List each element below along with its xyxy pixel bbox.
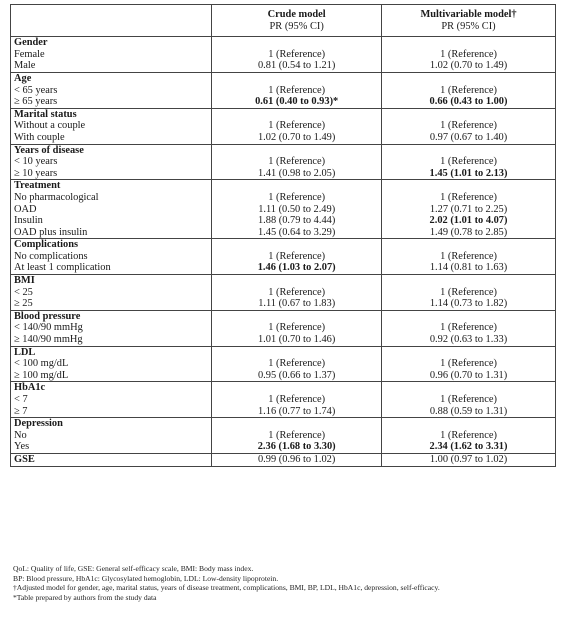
crude-pr-value: 1 (Reference) xyxy=(212,394,382,406)
table-row xyxy=(11,441,556,453)
section-title: Treatment xyxy=(11,180,212,192)
header-multi xyxy=(382,5,556,37)
row-label: ≥ 7 xyxy=(14,405,28,417)
section-multi-empty xyxy=(382,37,556,49)
section-title: Blood pressure xyxy=(11,310,212,322)
crude-pr-value: 2.36 (1.68 to 3.30) xyxy=(212,441,382,453)
crude-pr-value: 1.01 (0.70 to 1.46) xyxy=(212,334,382,346)
multivariable-pr-value: 2.02 (1.01 to 4.07) xyxy=(382,215,556,227)
crude-pr-value: 1.46 (1.03 to 2.07) xyxy=(212,262,382,274)
section-header-row xyxy=(11,37,556,49)
crude-model-title: Crude model xyxy=(267,9,326,20)
crude-pr-value: 1 (Reference) xyxy=(212,192,382,204)
section-title: LDL xyxy=(11,346,212,358)
row-label: No complications xyxy=(14,250,88,262)
section-crude-empty xyxy=(212,144,382,156)
multivariable-pr-value: 1 (Reference) xyxy=(382,49,556,61)
multivariable-pr-value: 1.45 (1.01 to 2.13) xyxy=(382,168,556,180)
row-label: At least 1 complication xyxy=(14,262,111,274)
crude-pr-value: 0.81 (0.54 to 1.21) xyxy=(212,60,382,72)
multivariable-pr-value: 1 (Reference) xyxy=(382,287,556,299)
table-row xyxy=(11,227,556,239)
section-header-row xyxy=(11,418,556,430)
gse-crude-value: 0.99 (0.96 to 1.02) xyxy=(212,453,382,466)
table-row xyxy=(11,370,556,382)
section-header-row xyxy=(11,310,556,322)
multivariable-pr-value: 0.97 (0.67 to 1.40) xyxy=(382,132,556,144)
section-header-row xyxy=(11,239,556,251)
crude-pr-value: 1 (Reference) xyxy=(212,322,382,334)
section-crude-empty xyxy=(212,346,382,358)
row-label: < 7 xyxy=(14,394,28,405)
table-row xyxy=(11,49,556,61)
section-crude-empty xyxy=(212,418,382,430)
multivariable-pr-value: 1.49 (0.78 to 2.85) xyxy=(382,227,556,239)
table-row xyxy=(11,120,556,132)
table-row xyxy=(11,358,556,370)
crude-pr-value: 1.11 (0.67 to 1.83) xyxy=(212,298,382,310)
table-row xyxy=(11,204,556,216)
row-label: ≥ 100 mg/dL xyxy=(14,369,69,381)
table-row xyxy=(11,334,556,346)
row-label: < 100 mg/dL xyxy=(14,358,69,370)
section-crude-empty xyxy=(212,72,382,84)
footnote-line: BP: Blood pressure, HbA1c: Glycosylated hemoglobin, LDL: Low-density lipoprotein. xyxy=(13,573,279,583)
section-multi-empty xyxy=(382,275,556,287)
table-row xyxy=(11,132,556,144)
footnote-line: QoL: Quality of life, GSE: General self-efficacy scale, BMI: Body mass index. xyxy=(13,564,254,573)
table-row xyxy=(11,168,556,180)
section-header-row xyxy=(11,144,556,156)
table-row xyxy=(11,96,556,108)
table-row xyxy=(11,251,556,263)
crude-pr-value: 1 (Reference) xyxy=(212,251,382,263)
table-row xyxy=(11,298,556,310)
row-label: No pharmacological xyxy=(14,191,99,203)
table-row xyxy=(11,287,556,299)
section-crude-empty xyxy=(212,37,382,49)
table-row xyxy=(11,85,556,97)
section-crude-empty xyxy=(212,239,382,251)
multivariable-pr-value: 1.27 (0.71 to 2.25) xyxy=(382,204,556,216)
crude-pr-value: 1.16 (0.77 to 1.74) xyxy=(212,406,382,418)
crude-pr-value: 1 (Reference) xyxy=(212,287,382,299)
section-header-row xyxy=(11,72,556,84)
row-label: OAD xyxy=(14,203,37,215)
crude-pr-value: 1.11 (0.50 to 2.49) xyxy=(212,204,382,216)
header-blank-cell xyxy=(11,5,212,37)
multivariable-pr-value: 1.14 (0.81 to 1.63) xyxy=(382,262,556,274)
section-title: Depression xyxy=(11,418,212,430)
multivariable-pr-value: 1 (Reference) xyxy=(382,251,556,263)
multivariable-pr-value: 1 (Reference) xyxy=(382,394,556,406)
crude-model-subtitle: PR (95% CI) xyxy=(269,20,324,32)
multivariable-model-subtitle: PR (95% CI) xyxy=(441,20,496,32)
row-label: ≥ 65 years xyxy=(14,96,58,108)
table-row xyxy=(11,60,556,72)
multivariable-pr-value: 1.14 (0.73 to 1.82) xyxy=(382,298,556,310)
gse-multi-value: 1.00 (0.97 to 1.02) xyxy=(382,453,556,466)
crude-pr-value: 1 (Reference) xyxy=(212,120,382,132)
row-label: < 65 years xyxy=(14,84,58,96)
row-label: Without a couple xyxy=(14,120,86,132)
section-title: Years of disease xyxy=(11,144,212,156)
footnote-line: *Table prepared by authors from the study data xyxy=(13,592,157,602)
section-multi-empty xyxy=(382,108,556,120)
section-title: Marital status xyxy=(11,108,212,120)
section-crude-empty xyxy=(212,275,382,287)
gse-row xyxy=(11,453,556,466)
row-label: < 25 xyxy=(14,286,33,298)
section-crude-empty xyxy=(212,382,382,394)
section-header-row xyxy=(11,180,556,192)
table-row xyxy=(11,406,556,418)
section-multi-empty xyxy=(382,310,556,322)
crude-pr-value: 1 (Reference) xyxy=(212,156,382,168)
table-row xyxy=(11,215,556,227)
multivariable-model-title: Multivariable model† xyxy=(420,9,517,20)
section-crude-empty xyxy=(212,108,382,120)
section-multi-empty xyxy=(382,180,556,192)
crude-pr-value: 1.45 (0.64 to 3.29) xyxy=(212,227,382,239)
section-header-row xyxy=(11,108,556,120)
crude-pr-value: 0.95 (0.66 to 1.37) xyxy=(212,370,382,382)
multivariable-pr-value: 2.34 (1.62 to 3.31) xyxy=(382,441,556,453)
row-label: < 10 years xyxy=(14,156,58,168)
crude-pr-value: 1.41 (0.98 to 2.05) xyxy=(212,168,382,180)
section-multi-empty xyxy=(382,418,556,430)
section-multi-empty xyxy=(382,239,556,251)
section-header-row xyxy=(11,382,556,394)
section-header-row xyxy=(11,275,556,287)
section-header-row xyxy=(11,346,556,358)
section-title: HbA1c xyxy=(11,382,212,394)
row-label: ≥ 25 xyxy=(14,298,33,310)
row-label: No xyxy=(14,429,27,441)
row-label: ≥ 10 years xyxy=(14,167,58,179)
section-title: Complications xyxy=(11,239,212,251)
section-title: Age xyxy=(11,72,212,84)
multivariable-pr-value: 0.96 (0.70 to 1.31) xyxy=(382,370,556,382)
multivariable-pr-value: 1.02 (0.70 to 1.49) xyxy=(382,60,556,72)
multivariable-pr-value: 1 (Reference) xyxy=(382,430,556,442)
table-row xyxy=(11,430,556,442)
row-label: < 140/90 mmHg xyxy=(14,322,83,334)
gse-label: GSE xyxy=(11,453,212,466)
section-crude-empty xyxy=(212,310,382,322)
section-multi-empty xyxy=(382,382,556,394)
multivariable-pr-value: 1 (Reference) xyxy=(382,156,556,168)
multivariable-pr-value: 1 (Reference) xyxy=(382,358,556,370)
row-label: With couple xyxy=(14,131,65,143)
multivariable-pr-value: 0.66 (0.43 to 1.00) xyxy=(382,96,556,108)
header-crude xyxy=(212,5,382,37)
multivariable-pr-value: 0.92 (0.63 to 1.33) xyxy=(382,334,556,346)
section-multi-empty xyxy=(382,144,556,156)
row-label: Yes xyxy=(14,441,30,453)
crude-pr-value: 0.61 (0.40 to 0.93)* xyxy=(212,96,382,108)
multivariable-pr-value: 0.88 (0.59 to 1.31) xyxy=(382,406,556,418)
footnote-line: †Adjusted model for gender, age, marital status, years of disease treatment, complications, BMI, BP, LDL, HbA1c, depression, self-efficacy. xyxy=(13,583,440,593)
crude-pr-value: 1.88 (0.79 to 4.44) xyxy=(212,215,382,227)
table-row xyxy=(11,192,556,204)
multivariable-pr-value: 1 (Reference) xyxy=(382,192,556,204)
multivariable-pr-value: 1 (Reference) xyxy=(382,85,556,97)
table-row xyxy=(11,156,556,168)
crude-pr-value: 1 (Reference) xyxy=(212,49,382,61)
crude-pr-value: 1.02 (0.70 to 1.49) xyxy=(212,132,382,144)
row-label: Male xyxy=(14,60,36,72)
crude-pr-value: 1 (Reference) xyxy=(212,85,382,97)
table-row xyxy=(11,394,556,406)
row-label: OAD plus insulin xyxy=(14,226,88,238)
crude-pr-value: 1 (Reference) xyxy=(212,358,382,370)
section-multi-empty xyxy=(382,346,556,358)
table-row xyxy=(11,262,556,274)
multivariable-pr-value: 1 (Reference) xyxy=(382,120,556,132)
row-label: Insulin xyxy=(14,215,43,227)
row-label: ≥ 140/90 mmHg xyxy=(14,334,83,346)
results-table xyxy=(10,4,556,467)
section-title: BMI xyxy=(11,275,212,287)
section-title: Gender xyxy=(11,37,212,49)
table-footnotes xyxy=(13,564,559,602)
section-multi-empty xyxy=(382,72,556,84)
crude-pr-value: 1 (Reference) xyxy=(212,430,382,442)
multivariable-pr-value: 1 (Reference) xyxy=(382,322,556,334)
section-crude-empty xyxy=(212,180,382,192)
table-row xyxy=(11,322,556,334)
table-header-row xyxy=(11,5,556,37)
row-label: Female xyxy=(14,48,45,60)
